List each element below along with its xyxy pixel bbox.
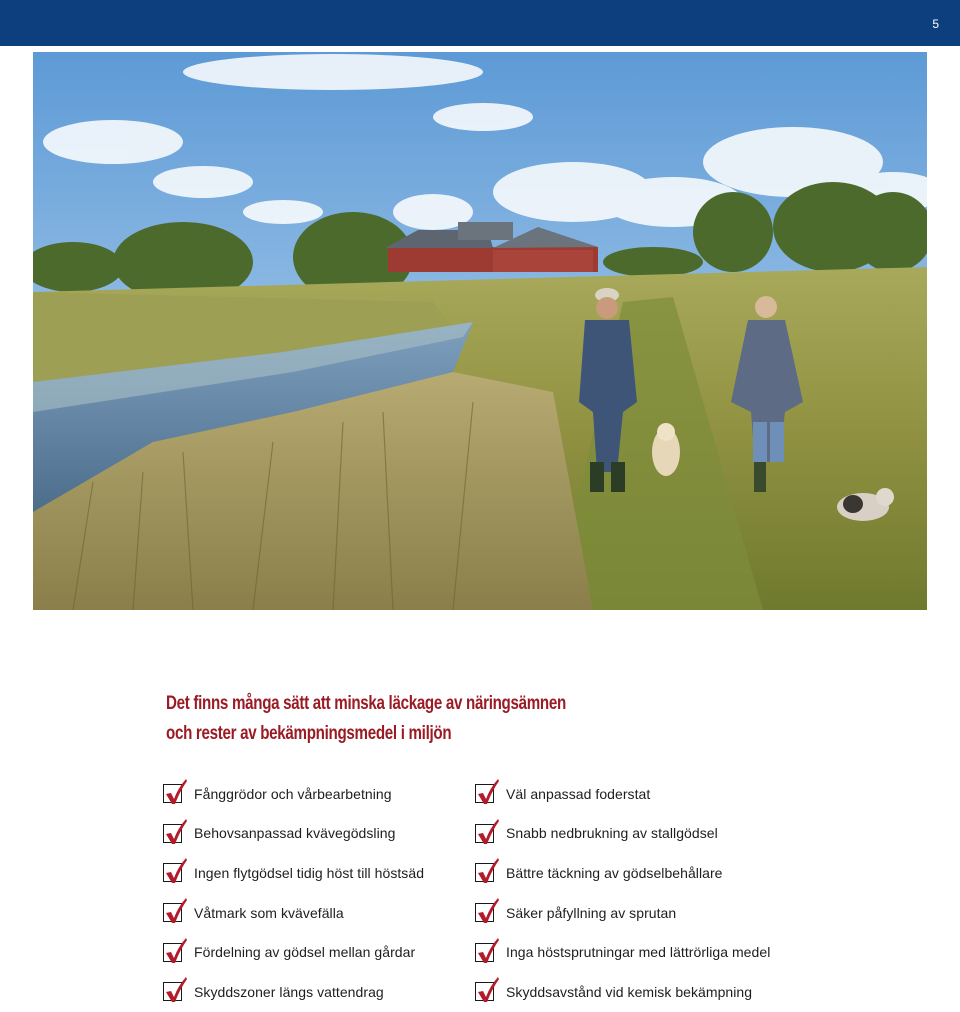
checkmark-icon	[163, 863, 182, 882]
checkmark-icon	[163, 982, 182, 1001]
checkmark-icon	[475, 943, 494, 962]
checkmark-icon	[475, 863, 494, 882]
checklist-item-label: Våtmark som kvävefälla	[194, 904, 344, 921]
checklist-item-label: Bättre täckning av gödselbehållare	[506, 864, 723, 881]
page-number: 5	[932, 17, 939, 31]
checklist-item-label: Fånggrödor och vårbearbetning	[194, 785, 392, 802]
checklist-item	[475, 893, 835, 933]
checklist-item	[475, 774, 835, 814]
checkmark-icon	[475, 903, 494, 922]
heading-line-1: Det finns många sätt att minska läckage av näringsämnen	[166, 692, 566, 714]
checklist-item	[163, 932, 463, 972]
checklist-item-label: Inga höstsprutningar med lättrörliga medel	[506, 944, 771, 961]
checklist-item	[163, 853, 463, 893]
right-checklist	[475, 774, 835, 1012]
checkmark-icon	[475, 784, 494, 803]
checkmark-icon	[475, 824, 494, 843]
checkmark-icon	[163, 943, 182, 962]
checklist-item-label: Fördelning av gödsel mellan gårdar	[194, 944, 416, 961]
checklist-item-label: Skyddsavstånd vid kemisk bekämpning	[506, 983, 753, 1000]
left-checklist	[163, 774, 463, 1012]
checklist-item	[475, 932, 835, 972]
checklist-item-label: Skyddszoner längs vattendrag	[194, 983, 384, 1000]
landscape-photo	[33, 52, 927, 610]
checkmark-icon	[163, 903, 182, 922]
heading-line-2: och rester av bekämpningsmedel i miljön	[166, 722, 452, 744]
checklist-item	[163, 774, 463, 814]
checklist-item	[475, 972, 835, 1012]
checkmark-icon	[475, 982, 494, 1001]
checklist-item-label: Behovsanpassad kvävegödsling	[194, 825, 396, 842]
header-bar	[0, 0, 960, 46]
checklist-item	[163, 893, 463, 933]
checklist-item-label: Ingen flytgödsel tidig höst till höstsäd	[194, 864, 425, 881]
heading	[166, 688, 786, 748]
checklist-item	[475, 814, 835, 854]
checklist-item	[163, 972, 463, 1012]
checklist-item-label: Väl anpassad foderstat	[506, 785, 651, 802]
checklist-item	[163, 814, 463, 854]
checkmark-icon	[163, 824, 182, 843]
checklist-item-label: Säker påfyllning av sprutan	[506, 904, 677, 921]
checkmark-icon	[163, 784, 182, 803]
checklist-item	[475, 853, 835, 893]
checklist-item-label: Snabb nedbrukning av stallgödsel	[506, 825, 718, 842]
